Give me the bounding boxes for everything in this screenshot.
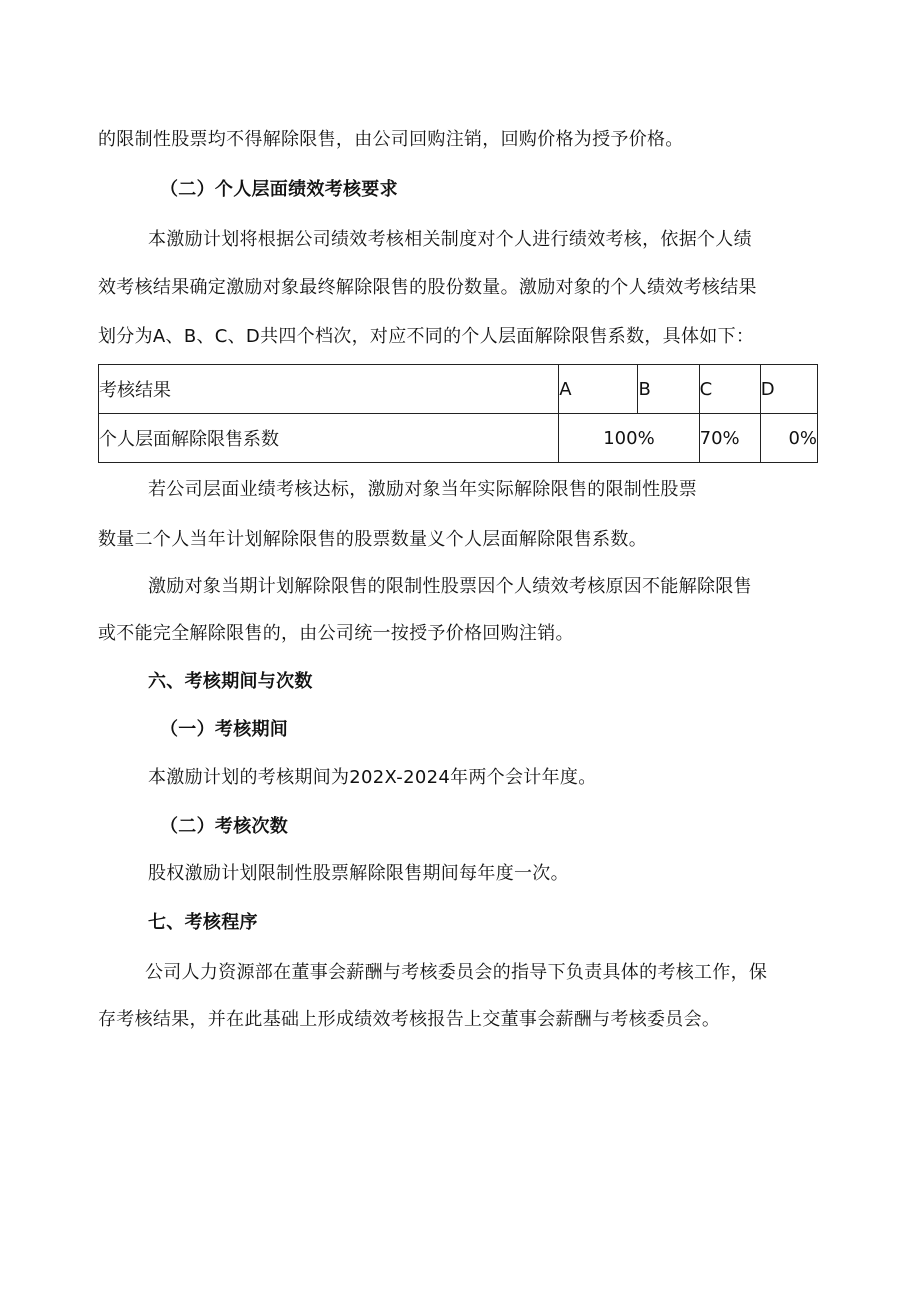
paragraph-line: 本激励计划将根据公司绩效考核相关制度对个人进行绩效考核，依据个人绩 xyxy=(148,229,752,250)
table-cell-coefficient-d: 0% xyxy=(760,414,817,463)
table-cell-coefficient-c: 70% xyxy=(699,414,760,463)
paragraph-line: 若公司层面业绩考核达标，激励对象当年实际解除限售的限制性股票 xyxy=(148,479,697,500)
table-cell-grade-b: B xyxy=(638,365,699,414)
subsection-heading-period: （一）考核期间 xyxy=(160,719,289,740)
table-cell-coefficient-label: 个人层面解除限售系数 xyxy=(99,414,559,463)
paragraph-line: 存考核结果，并在此基础上形成绩效考核报告上交董事会薪酬与考核委员会。 xyxy=(98,1009,721,1030)
paragraph-line: 或不能完全解除限售的，由公司统一按授予价格回购注销。 xyxy=(98,623,574,644)
paragraph-line: 股权激励计划限制性股票解除限售期间每年度一次。 xyxy=(148,863,569,884)
grade-coefficient-table xyxy=(98,364,818,463)
paragraph-line: 本激励计划的考核期间为202X-2024年两个会计年度。 xyxy=(148,767,597,788)
paragraph-line: 数量二个人当年计划解除限售的股票数量义个人层面解除限售系数。 xyxy=(98,529,647,550)
table-row xyxy=(99,365,818,414)
subsection-heading-frequency: （二）考核次数 xyxy=(160,816,289,837)
section-heading-procedure: 七、考核程序 xyxy=(148,912,258,933)
table-cell-result-label: 考核结果 xyxy=(99,365,559,414)
section-heading-assessment-period: 六、考核期间与次数 xyxy=(148,671,313,692)
table-cell-grade-a: A xyxy=(559,365,638,414)
table-cell-grade-d: D xyxy=(760,365,817,414)
paragraph-line: 的限制性股票均不得解除限售，由公司回购注销，回购价格为授予价格。 xyxy=(98,129,684,150)
table-cell-coefficient-ab: 100% xyxy=(559,414,699,463)
paragraph-line: 公司人力资源部在董事会薪酬与考核委员会的指导下负责具体的考核工作，保 xyxy=(145,962,768,983)
paragraph-line: 效考核结果确定激励对象最终解除限售的股份数量。激励对象的个人绩效考核结果 xyxy=(98,277,757,298)
table-row xyxy=(99,414,818,463)
paragraph-line: 激励对象当期计划解除限售的限制性股票因个人绩效考核原因不能解除限售 xyxy=(148,576,752,597)
paragraph-line: 划分为A、B、C、D共四个档次，对应不同的个人层面解除限售系数，具体如下： xyxy=(98,326,755,347)
section-heading-individual-assessment: （二）个人层面绩效考核要求 xyxy=(160,179,398,200)
table-cell-grade-c: C xyxy=(699,365,760,414)
